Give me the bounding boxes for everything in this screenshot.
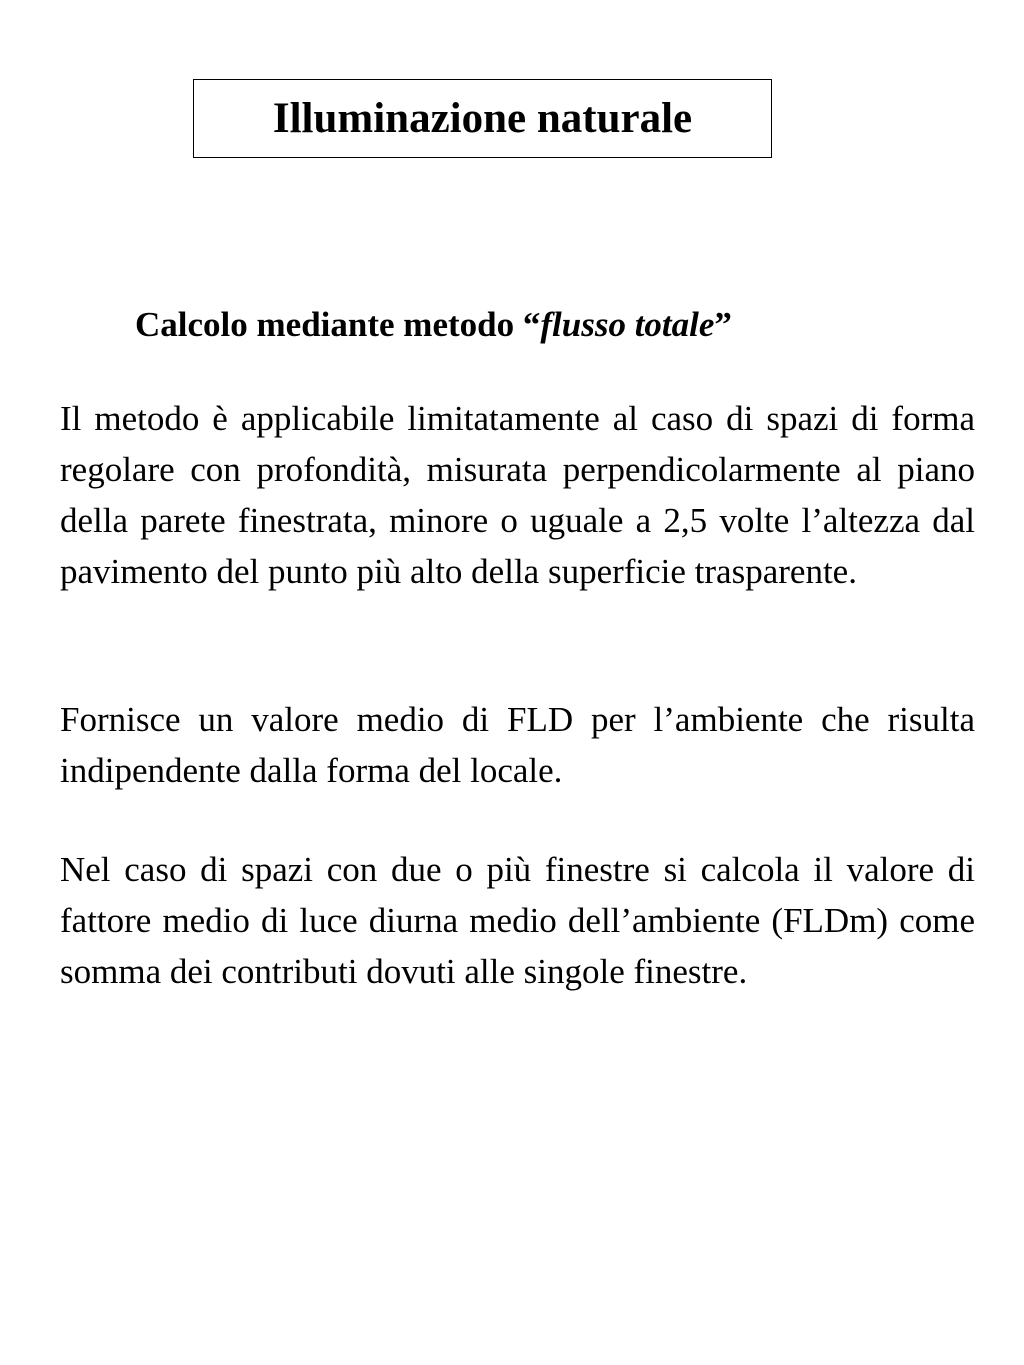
section-heading [135, 303, 732, 347]
paragraph-multiple-windows: Nel caso di spazi con due o più finestre si calcola il valore di fattore medio di luce diurna medio dell’ambiente (FLDm) come somma dei contributi dovuti alle singole finestre. [60, 850, 975, 991]
section-heading-suffix: ” [714, 305, 732, 344]
section-heading-emphasis: flusso totale [540, 305, 715, 344]
page-title: Illuminazione naturale [272, 95, 693, 142]
paragraph-method-applicability: Il metodo è applicabile limitatamente al caso di spazi di forma regolare con profondità, misurata perpendicolarmente al piano della parete finestrata, minore o uguale a 2,5 volte l’altezza dal pavimento del punto più alto della superficie trasparente. [60, 399, 975, 591]
title-box [193, 79, 772, 158]
section-heading-prefix: Calcolo mediante metodo “ [135, 305, 541, 344]
paragraph-fld-value: Fornisce un valore medio di FLD per l’ambiente che risulta indipendente dalla forma del locale. [60, 700, 975, 790]
